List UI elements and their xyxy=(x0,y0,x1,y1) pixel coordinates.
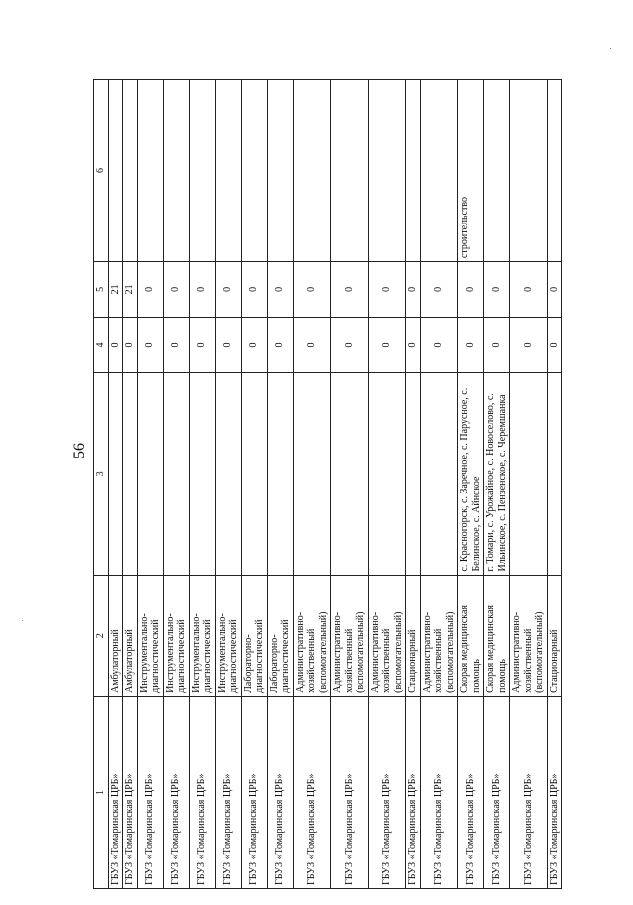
table-cell xyxy=(189,373,215,575)
table-cell: Амбулаторный xyxy=(108,575,123,696)
table-row xyxy=(108,80,123,889)
table-cell xyxy=(331,373,369,575)
table-cell xyxy=(484,80,510,262)
table-cell: ГБУЗ «Томаринская ЦРБ» xyxy=(458,696,484,888)
table-cell: ГБУЗ «Томаринская ЦРБ» xyxy=(510,696,548,888)
table-cell: Инструментально-диагностический xyxy=(189,575,215,696)
table-cell: 0 xyxy=(163,317,189,373)
table-cell: 0 xyxy=(368,262,406,318)
table-cell xyxy=(163,80,189,262)
table-row xyxy=(215,80,241,889)
table-row xyxy=(368,80,406,889)
table-cell xyxy=(293,80,331,262)
table-row xyxy=(406,80,421,889)
table-cell: 0 xyxy=(137,317,163,373)
table-cell: 21 xyxy=(123,262,138,318)
table-cell: 0 xyxy=(293,317,331,373)
table-cell: Административно-хозяйственный (вспомогательный) xyxy=(420,575,458,696)
table-cell xyxy=(510,373,548,575)
table-cell: 0 xyxy=(108,317,123,373)
rotated-table-container xyxy=(93,79,560,889)
scan-speck xyxy=(22,620,23,621)
table-cell: Административно-хозяйственный (вспомогательный) xyxy=(368,575,406,696)
column-header: 5 xyxy=(94,262,109,318)
table-row xyxy=(293,80,331,889)
table-cell: 0 xyxy=(267,317,293,373)
table-cell xyxy=(267,80,293,262)
table-cell: Инструментально-диагностический xyxy=(215,575,241,696)
table-cell xyxy=(420,80,458,262)
table-cell xyxy=(241,373,267,575)
table-cell: 0 xyxy=(484,317,510,373)
table-cell xyxy=(108,80,123,262)
table-cell: 0 xyxy=(458,317,484,373)
column-header: 2 xyxy=(94,575,109,696)
table-cell xyxy=(420,373,458,575)
table-cell: 21 xyxy=(108,262,123,318)
table-cell: Инструментально-диагностический xyxy=(137,575,163,696)
table-cell: 0 xyxy=(484,262,510,318)
table-row xyxy=(267,80,293,889)
table-cell: ГБУЗ «Томаринская ЦРБ» xyxy=(420,696,458,888)
column-header: 6 xyxy=(94,80,109,262)
table-cell: ГБУЗ «Томаринская ЦРБ» xyxy=(123,696,138,888)
table-cell xyxy=(406,373,421,575)
table-cell: Амбулаторный xyxy=(123,575,138,696)
table-cell: Стационарный xyxy=(406,575,421,696)
data-table xyxy=(93,79,562,889)
table-cell xyxy=(331,80,369,262)
table-cell xyxy=(547,373,562,575)
table-cell: 0 xyxy=(406,317,421,373)
table-cell: 0 xyxy=(123,317,138,373)
table-cell xyxy=(368,80,406,262)
table-cell: ГБУЗ «Томаринская ЦРБ» xyxy=(267,696,293,888)
table-cell: Стационарный xyxy=(547,575,562,696)
table-row xyxy=(510,80,548,889)
table-cell: 0 xyxy=(458,262,484,318)
table-cell: строительство xyxy=(458,80,484,262)
table-cell xyxy=(267,373,293,575)
table-cell: 0 xyxy=(163,262,189,318)
table-cell: Инструментально-диагностический xyxy=(163,575,189,696)
table-cell: 0 xyxy=(547,262,562,318)
column-header: 1 xyxy=(94,696,109,888)
header-row xyxy=(94,80,109,889)
table-cell: Административно-хозяйственный (вспомогательный) xyxy=(510,575,548,696)
table-cell xyxy=(215,373,241,575)
table-cell: 0 xyxy=(547,317,562,373)
table-cell: 0 xyxy=(420,262,458,318)
page-number: 56 xyxy=(71,443,88,459)
table-cell xyxy=(137,373,163,575)
table-cell xyxy=(123,373,138,575)
table-cell: ГБУЗ «Томаринская ЦРБ» xyxy=(406,696,421,888)
table-cell xyxy=(293,373,331,575)
table-cell: ГБУЗ «Томаринская ЦРБ» xyxy=(293,696,331,888)
table-cell: Лабораторно-диагностический xyxy=(241,575,267,696)
table-cell xyxy=(215,80,241,262)
table-cell: Скорая медицинская помощь xyxy=(484,575,510,696)
column-header: 4 xyxy=(94,317,109,373)
table-cell: ГБУЗ «Томаринская ЦРБ» xyxy=(215,696,241,888)
table-cell: 0 xyxy=(189,262,215,318)
table-cell: 0 xyxy=(406,262,421,318)
table-cell: Скорая медицинская помощь xyxy=(458,575,484,696)
table-cell xyxy=(406,80,421,262)
table-cell: 0 xyxy=(293,262,331,318)
table-cell: 0 xyxy=(510,262,548,318)
table-cell: 0 xyxy=(215,317,241,373)
table-cell: Лабораторно-диагностический xyxy=(267,575,293,696)
table-cell: ГБУЗ «Томаринская ЦРБ» xyxy=(189,696,215,888)
table-cell: с. Красногорск, с. Заречное, с. Парусное, с. Белинское, с. Айнское xyxy=(458,373,484,575)
table-cell: 0 xyxy=(368,317,406,373)
table-row xyxy=(420,80,458,889)
table-cell xyxy=(123,80,138,262)
table-cell: 0 xyxy=(420,317,458,373)
table-cell: ГБУЗ «Томаринская ЦРБ» xyxy=(547,696,562,888)
table-row xyxy=(189,80,215,889)
table-cell: ГБУЗ «Томаринская ЦРБ» xyxy=(331,696,369,888)
table-cell: ГБУЗ «Томаринская ЦРБ» xyxy=(108,696,123,888)
table-cell: 0 xyxy=(189,317,215,373)
table-cell: 0 xyxy=(241,262,267,318)
table-cell xyxy=(241,80,267,262)
table-cell: ГБУЗ «Томаринская ЦРБ» xyxy=(484,696,510,888)
table-row xyxy=(484,80,510,889)
table-cell: 0 xyxy=(137,262,163,318)
table-cell: ГБУЗ «Томаринская ЦРБ» xyxy=(163,696,189,888)
table-row xyxy=(123,80,138,889)
table-row xyxy=(331,80,369,889)
table-cell: ГБУЗ «Томаринская ЦРБ» xyxy=(241,696,267,888)
table-cell: 0 xyxy=(267,262,293,318)
table-cell xyxy=(547,80,562,262)
table-row xyxy=(163,80,189,889)
table-cell xyxy=(108,373,123,575)
table-cell: 0 xyxy=(241,317,267,373)
table-row xyxy=(458,80,484,889)
table-cell xyxy=(137,80,163,262)
scan-speck xyxy=(610,48,611,49)
table-cell: 0 xyxy=(331,317,369,373)
table-row xyxy=(547,80,562,889)
table-cell: Административно-хозяйственный (вспомогательный) xyxy=(331,575,369,696)
column-header: 3 xyxy=(94,373,109,575)
table-cell xyxy=(163,373,189,575)
table-cell xyxy=(189,80,215,262)
table-cell: 0 xyxy=(331,262,369,318)
table-cell: 0 xyxy=(215,262,241,318)
table-cell: 0 xyxy=(510,317,548,373)
table-cell xyxy=(368,373,406,575)
table-cell: г. Томари, с. Урожайное, с. Новоселово, с. Ильинское, с. Пензенское, с. Черемшанка xyxy=(484,373,510,575)
table-cell xyxy=(510,80,548,262)
table-cell: ГБУЗ «Томаринская ЦРБ» xyxy=(368,696,406,888)
table-row xyxy=(241,80,267,889)
table-cell: Административно-хозяйственный (вспомогательный) xyxy=(293,575,331,696)
table-cell: ГБУЗ «Томаринская ЦРБ» xyxy=(137,696,163,888)
table-row xyxy=(137,80,163,889)
